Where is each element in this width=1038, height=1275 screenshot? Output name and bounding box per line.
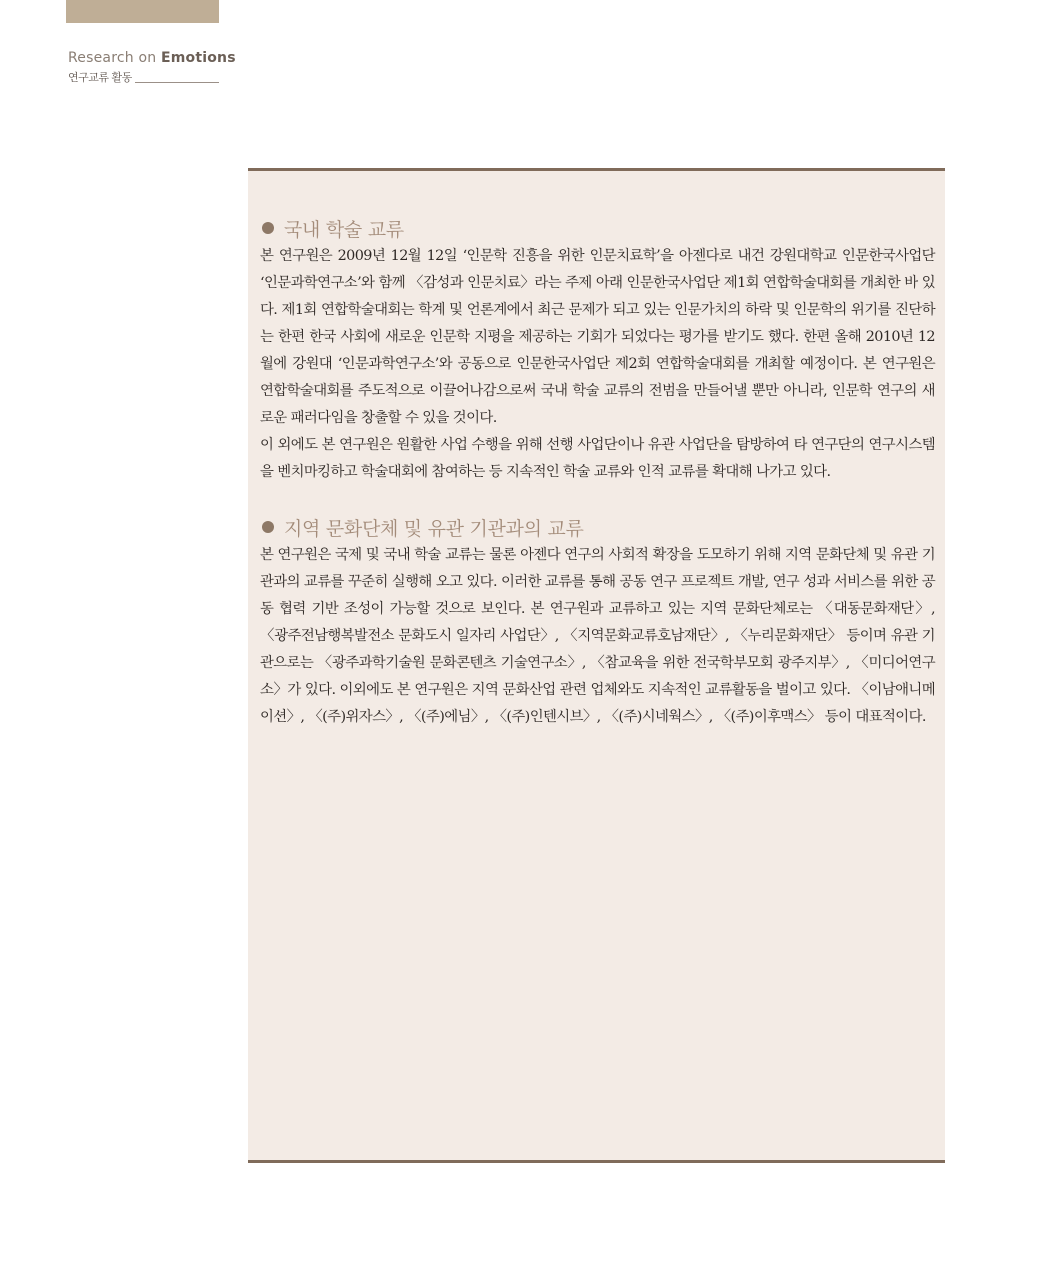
running-header (68, 50, 236, 85)
section-heading-text: 지역 문화단체 및 유관 기관과의 교류 (284, 517, 584, 540)
section-paragraph: 이 외에도 본 연구원은 원활한 사업 수행을 위해 선행 사업단이나 유관 사업단을 탐방하여 타 연구단의 연구시스템을 벤치마킹하고 학술대회에 참여하는 등 지속적인 학술 교류와 인적 교류를 확대해 나가고 있다. (260, 437, 935, 480)
section-heading (260, 512, 935, 542)
section-regional-exchange (260, 512, 935, 731)
header-subtitle-row (68, 69, 219, 85)
section-heading-text: 국내 학술 교류 (284, 218, 404, 241)
header-rule (135, 82, 219, 83)
header-title-prefix: Research on (68, 50, 161, 66)
content-panel (248, 168, 945, 1163)
header-tab-bar (66, 0, 219, 23)
section-paragraph: 본 연구원은 2009년 12월 12일 ‘인문학 진흥을 위한 인문치료학’을 아젠다로 내건 강원대학교 인문한국사업단 ‘인문과학연구소’와 함께 〈감성과 인문치료〉라는 주제 아래 인문한국사업단 제1회 연합학술대회를 개최한 바 있다. 제1회 연합학술대회는 학계 및 언론계에서 최근 문제가 되고 있는 인문가치의 하락 및 인문학의 위기를 진단하는 한편 한국 사회에 새로운 인문학 지평을 제공하는 기회가 되었다는 평가를 받기도 했다. 한편 올해 2010년 12월에 강원대 ‘인문과학연구소’와 공동으로 인문한국사업단 제2회 연합학술대회를 개최할 예정이다. 본 연구원은 연합학술대회를 주도적으로 이끌어나감으로써 국내 학술 교류의 전범을 만들어낼 뿐만 아니라, 인문학 연구의 새로운 패러다임을 창출할 수 있을 것이다. (260, 248, 935, 426)
section-domestic-exchange (260, 213, 935, 486)
header-subtitle: 연구교류 활동 (68, 71, 132, 84)
section-paragraph: 본 연구원은 국제 및 국내 학술 교류는 물론 아젠다 연구의 사회적 확장을 도모하기 위해 지역 문화단체 및 유관 기관과의 교류를 꾸준히 실행해 오고 있다. 이러한 교류를 통해 공동 연구 프로젝트 개발, 연구 성과 서비스를 위한 공동 협력 기반 조성이 가능할 것으로 보인다. 본 연구원과 교류하고 있는 지역 문화단체로는 〈대동문화재단〉, 〈광주전남행복발전소 문화도시 일자리 사업단〉, 〈지역문화교류호남재단〉, 〈누리문화재단〉 등이며 유관 기관으로는 〈광주과학기술원 문화콘텐츠 기술연구소〉, 〈참교육을 위한 전국학부모회 광주지부〉, 〈미디어연구소〉가 있다. 이외에도 본 연구원은 지역 문화산업 관련 업체와도 지속적인 교류활동을 벌이고 있다. 〈이남애니메이션〉, 〈(주)위자스〉, 〈(주)에님〉, 〈(주)인텐시브〉, 〈(주)시네웍스〉, 〈(주)이후맥스〉 등이 대표적이다. (260, 547, 935, 725)
header-title-strong: Emotions (160, 50, 236, 66)
bullet-icon (262, 521, 274, 533)
section-heading (260, 213, 935, 243)
bullet-icon (262, 222, 274, 234)
header-title (68, 50, 236, 66)
